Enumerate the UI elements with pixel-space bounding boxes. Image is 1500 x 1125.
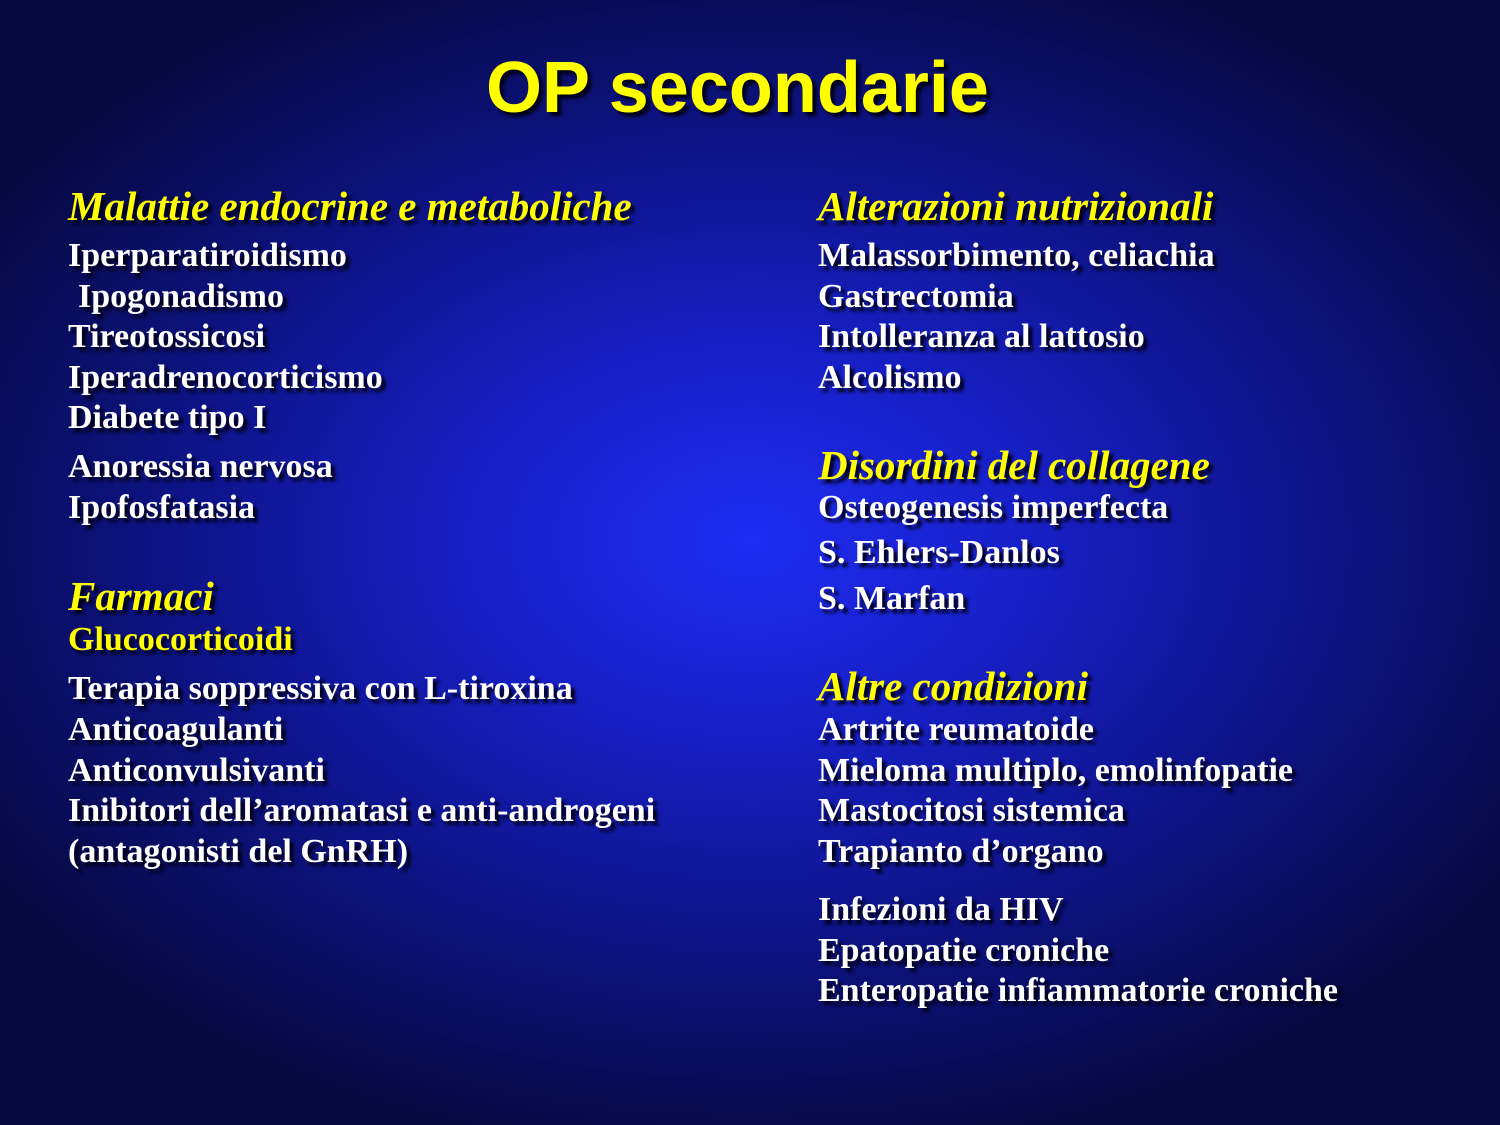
- heading-collagen: Disordini del collagene: [818, 442, 1210, 488]
- list-item: Inibitori dell’aromatasi e anti-androgeni: [68, 792, 656, 829]
- list-item: Alcolismo: [818, 359, 962, 396]
- list-item: S. Ehlers-Danlos: [818, 534, 1060, 571]
- list-item: Epatopatie croniche: [818, 932, 1110, 969]
- list-item: Infezioni da HIV: [818, 891, 1064, 928]
- list-item: Intolleranza al lattosio: [818, 318, 1145, 355]
- list-item: Trapianto d’organo: [818, 833, 1104, 870]
- heading-drugs: Farmaci: [68, 573, 214, 619]
- list-item: Anticoagulanti: [68, 711, 284, 748]
- slide-title: OP secondarie: [486, 48, 989, 128]
- heading-endocrine: Malattie endocrine e metaboliche: [68, 183, 632, 229]
- list-item: Gastrectomia: [818, 278, 1014, 315]
- list-item: Enteropatie infiammatorie croniche: [818, 972, 1338, 1009]
- heading-other: Altre condizioni: [818, 663, 1088, 709]
- list-item: S. Marfan: [818, 580, 966, 617]
- list-item: Diabete tipo I: [68, 399, 267, 436]
- list-item: Tireotossicosi: [68, 318, 266, 355]
- list-item: Mastocitosi sistemica: [818, 792, 1125, 829]
- list-item: Malassorbimento, celiachia: [818, 237, 1215, 274]
- list-item: Anticonvulsivanti: [68, 752, 325, 789]
- list-item-highlight: Glucocorticoidi: [68, 621, 293, 658]
- list-item: Ipofosfatasia: [68, 489, 256, 526]
- list-item: Mieloma multiplo, emolinfopatie: [818, 752, 1294, 789]
- list-item: (antagonisti del GnRH): [68, 833, 409, 870]
- list-item: Iperadrenocorticismo: [68, 359, 383, 396]
- heading-nutrition: Alterazioni nutrizionali: [818, 183, 1214, 229]
- list-item: Artrite reumatoide: [818, 711, 1094, 748]
- list-item: Iperparatiroidismo: [68, 237, 347, 274]
- list-item: Terapia soppressiva con L-tiroxina: [68, 670, 573, 707]
- list-item: Osteogenesis imperfecta: [818, 489, 1169, 526]
- list-item: Anoressia nervosa: [68, 448, 333, 485]
- list-item: Ipogonadismo: [78, 278, 284, 315]
